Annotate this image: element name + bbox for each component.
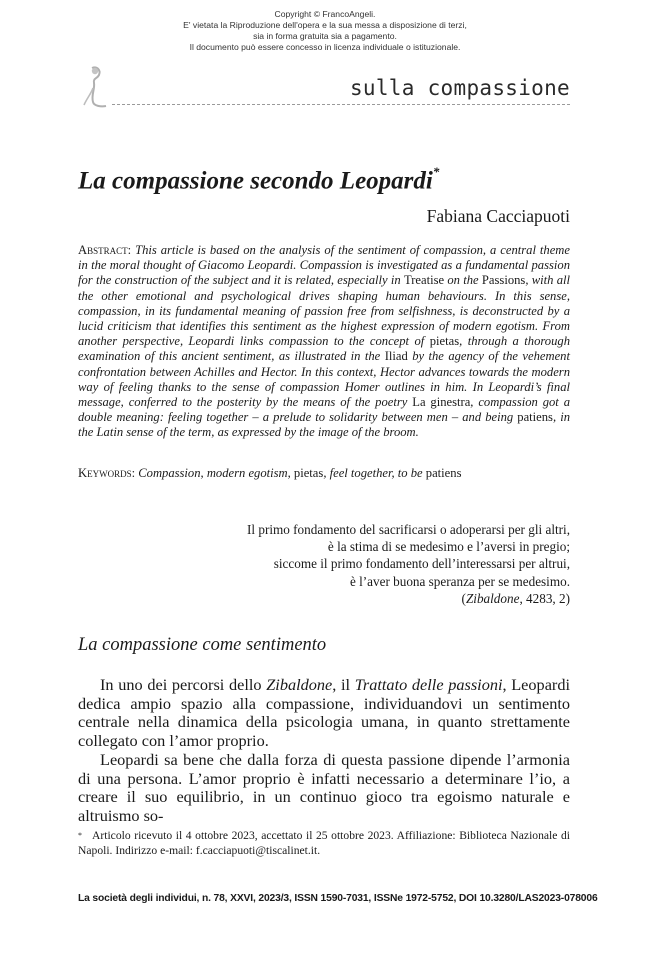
abstract xyxy=(78,243,570,441)
copyright-line: Copyright © FrancoAngeli. xyxy=(274,9,376,19)
epigraph-line: è l’aver buona speranza per se medesimo. xyxy=(349,573,570,589)
epigraph-line: è la stima di se medesimo e l’aversi in pregio; xyxy=(327,539,570,555)
author-name: Fabiana Cacciapuoti xyxy=(426,206,570,226)
keyword-term: pietas xyxy=(293,466,324,480)
footnote-mark: * xyxy=(78,831,82,840)
journal-citation: La società degli individui, n. 78, XXVI, 2023/3, ISSN 1590-7031, ISSNe 1972-5752, DOI 10.3280/LAS2023-078006 xyxy=(78,893,598,904)
article-title xyxy=(78,164,440,195)
abstract-label: Abstract: xyxy=(78,243,132,257)
epigraph-line: siccome il primo fondamento dell’interessarsi per altrui, xyxy=(273,556,570,572)
abstract-work-title: Passions xyxy=(481,273,526,288)
body-paragraph: Leopardi sa bene che dalla forza di questa passione dipende l’armonia di una persona. L’amor proprio è infatti necessario a determinare l’io, a creare il suo equilibrio, in un continuo gioco tra egoismo naturale e altruismo so- xyxy=(78,749,570,825)
epigraph-source-title: Zibaldone xyxy=(465,590,520,606)
abstract-work-title: La ginestra xyxy=(412,395,471,410)
keywords xyxy=(78,466,570,481)
footnote xyxy=(78,829,570,858)
copyright-line: Il documento può essere concesso in licenza individuale o istituzionale. xyxy=(189,42,461,52)
title-text: La compassione secondo Leopardi xyxy=(78,167,433,195)
abstract-text: , compassion got a double meaning: feeling together – a prelude to solidarity between men – and being xyxy=(78,395,570,425)
epigraph xyxy=(200,521,570,607)
body-text xyxy=(78,676,570,826)
abstract-text: , through a thorough examination of this ancient sentiment, as illustrated in the xyxy=(78,334,570,364)
body-text-run: , Leopardi dedica ampio spazio alla compassione, individuandovi un sentimento centrale nella dinamica della psicologia umana, in quanto strettamente collegato con l’amor proprio. xyxy=(78,675,571,751)
body-text-run: , il xyxy=(332,675,355,694)
abstract-work-title: Treatise xyxy=(403,273,445,288)
abstract-term: patiens xyxy=(517,410,553,425)
abstract-text: , in the Latin sense of the term, as expressed by the image of the broom. xyxy=(78,410,570,440)
abstract-text: , with all the other emotional and psychological drives shaping human behaviours. In this sense, compassion, in its fundamental meaning of passion free from selfishness, is deconstructed by a lucid criticism that identifies this sentiment as the highest expression of modern egotism. From another perspective, Leopardi links compassion to the concept of xyxy=(78,273,570,349)
journal-logo-icon xyxy=(78,64,112,110)
title-footnote-mark: * xyxy=(432,164,440,179)
keyword-term: patiens xyxy=(425,466,462,480)
keywords-text: , feel together, to be xyxy=(323,466,426,480)
section-heading: La compassione come sentimento xyxy=(78,635,327,655)
footnote-text: Articolo ricevuto il 4 ottobre 2023, accettato il 25 ottobre 2023. Affiliazione: Biblioteca Nazionale di Napoli. Indirizzo e-mail: f.cacciapuoti@tiscalinet.it. xyxy=(78,829,570,857)
copyright-notice xyxy=(0,9,650,53)
abstract-text: This article is based on the analysis of the sentiment of compassion, a central theme in the moral thought of Giacomo Leopardi. Compassion is investigated as a fundamental passion for the construction of the subject and it is related, especially in xyxy=(78,243,570,288)
abstract-term: pietas xyxy=(429,334,460,349)
copyright-line: sia in forma gratuita sia a pagamento. xyxy=(253,31,397,41)
keywords-text: Compassion, modern egotism, xyxy=(135,466,294,480)
header-rule xyxy=(112,104,570,105)
epigraph-line: Il primo fondamento del sacrificarsi o adoperarsi per gli altri, xyxy=(247,522,570,537)
body-paragraph xyxy=(78,676,570,751)
body-text-run: In uno dei percorsi dello xyxy=(100,675,267,694)
keywords-label: Keywords: xyxy=(78,466,136,480)
body-work-title: Zibaldone xyxy=(266,675,333,694)
section-label: sulla compassione xyxy=(349,76,570,100)
body-work-title: Trattato delle passioni xyxy=(354,675,503,694)
abstract-text: by the agency of the vehement confrontation between Achilles and Hector. In this context, Hector advances towards the modern way of feeling thanks to the sense of compassion Homer outlines in him. In Leopardi’s final message, conferred to the posterity by the means of the poetry xyxy=(78,349,570,410)
abstract-work-title: Iliad xyxy=(384,349,408,364)
abstract-text: on the xyxy=(444,273,482,288)
epigraph-source-ref: , 4283, 2) xyxy=(519,590,570,606)
copyright-line: E' vietata la Riproduzione dell'opera e la sua messa a disposizione di terzi, xyxy=(183,20,467,30)
epigraph-source: (Zibaldone, 4283, 2) xyxy=(461,590,570,606)
